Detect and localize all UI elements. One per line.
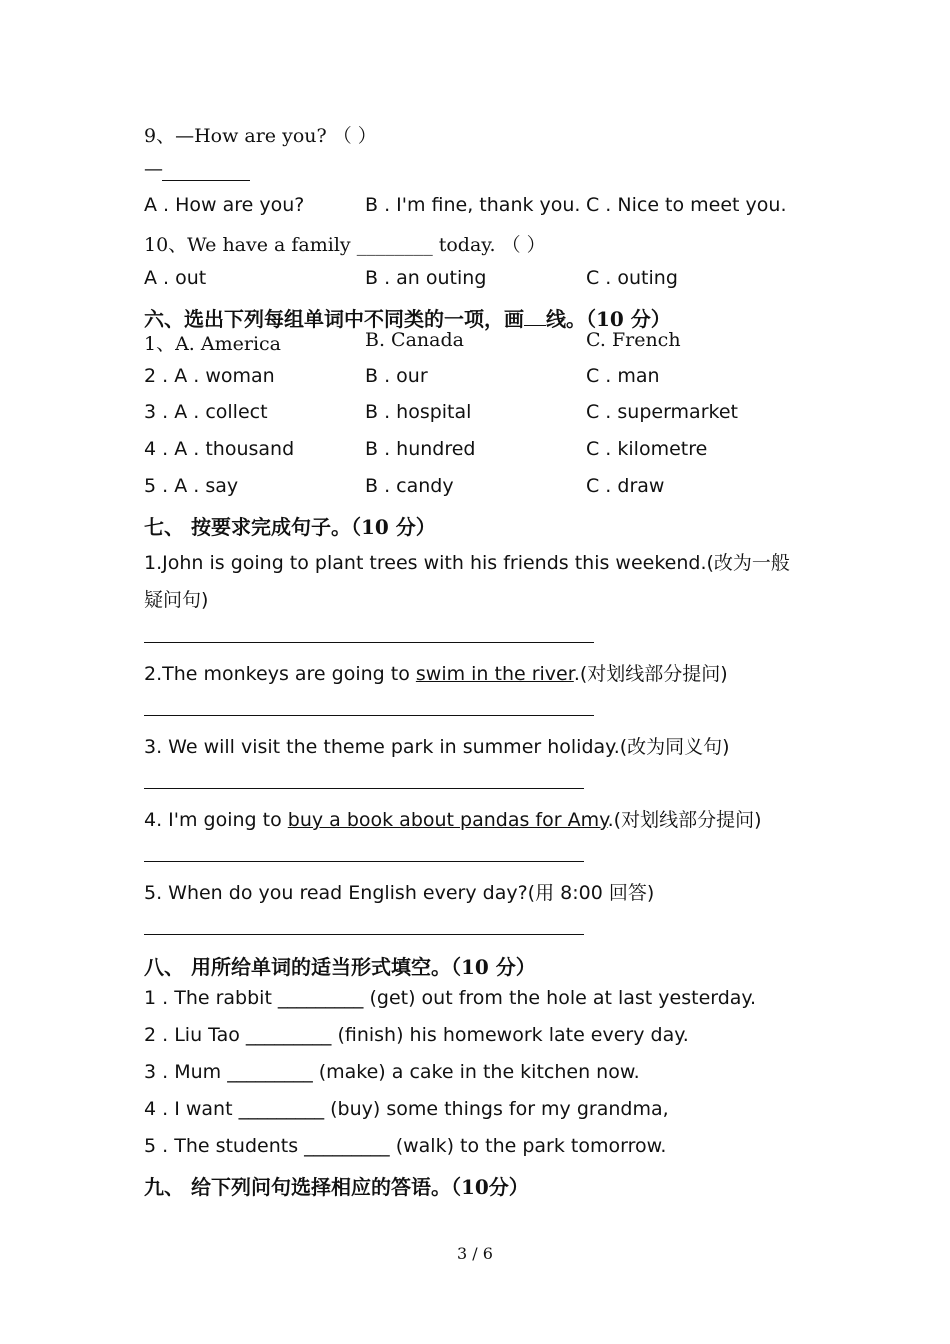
- s7-sentence1-line2: 疑问句): [144, 589, 209, 611]
- q9-stem: 9、—How are you? （ ）: [144, 125, 377, 147]
- s7-sentence1-line1: 1.John is going to plant trees with his friends this weekend.(改为一般: [144, 552, 790, 574]
- s7-answer-line-2: [144, 715, 594, 716]
- q10-option-a: A . out: [144, 267, 207, 289]
- section9-title: 九、 给下列问句选择相应的答语。（10分）: [144, 1175, 529, 1199]
- s6-row3-c: C . supermarket: [586, 401, 738, 423]
- q9-dash: —: [144, 158, 163, 180]
- s7-sentence4: [144, 805, 762, 832]
- s7-sentence4-underlined: buy a book about pandas for Amy: [287, 809, 608, 831]
- s6-row5-c: C . draw: [586, 475, 665, 497]
- s6-row5-a: 5 . A . say: [144, 475, 239, 497]
- s6-row3-a: 3 . A . collect: [144, 401, 268, 423]
- s7-answer-line-5: [144, 934, 584, 935]
- s6-row2-a: 2 . A . woman: [144, 365, 275, 387]
- section7-title: 七、 按要求完成句子。（10 分）: [144, 515, 436, 539]
- s8-item4: 4 . I want _________ (buy) some things for my grandma,: [144, 1098, 669, 1120]
- section6-title-post: 线。（10 分）: [546, 307, 671, 331]
- s6-row4-b: B . hundred: [365, 438, 476, 460]
- s6-row2-c: C . man: [586, 365, 660, 387]
- page-number: 3 / 6: [457, 1244, 493, 1263]
- s8-item1: 1 . The rabbit _________ (get) out from the hole at last yesterday.: [144, 987, 757, 1009]
- s7-answer-line-1: [144, 642, 594, 643]
- section6-title: [144, 303, 671, 332]
- q9-option-c: C . Nice to meet you.: [586, 194, 787, 216]
- s6-row3-b: B . hospital: [365, 401, 472, 423]
- s8-item2: 2 . Liu Tao _________ (finish) his homework late every day.: [144, 1024, 689, 1046]
- s6-row5-b: B . candy: [365, 475, 454, 497]
- s7-answer-line-3: [144, 788, 584, 789]
- s6-row1-a: 1、A. America: [144, 333, 281, 355]
- s7-answer-line-4: [144, 861, 584, 862]
- s7-sentence5: 5. When do you read English every day?(用 8:00 回答): [144, 882, 655, 904]
- s7-sentence4-pre: 4. I'm going to: [144, 809, 288, 831]
- s7-sentence4-post: .(对划线部分提问): [607, 809, 762, 831]
- s7-sentence2-pre: 2.The monkeys are going to: [144, 663, 416, 685]
- q10-option-b: B . an outing: [365, 267, 487, 289]
- section6-title-pre: 六、选出下列每组单词中不同类的一项，画: [144, 307, 524, 331]
- s6-row4-c: C . kilometre: [586, 438, 708, 460]
- s7-sentence2-underlined: swim in the river: [415, 663, 574, 685]
- q9-option-b: B . I'm fine, thank you.: [365, 194, 581, 216]
- section6-title-blank: [524, 309, 546, 326]
- s6-row1-c: C. French: [586, 329, 681, 351]
- q10-stem: 10、We have a family ________ today. （ ）: [144, 234, 546, 256]
- s6-row1-b: B. Canada: [365, 329, 464, 351]
- s6-row2-b: B . our: [365, 365, 428, 387]
- section8-title: 八、 用所给单词的适当形式填空。（10 分）: [144, 955, 536, 979]
- s8-item3: 3 . Mum _________ (make) a cake in the kitchen now.: [144, 1061, 640, 1083]
- s7-sentence3: 3. We will visit the theme park in summer holiday.(改为同义句): [144, 736, 730, 758]
- q9-answer-blank: [162, 180, 250, 181]
- q10-option-c: C . outing: [586, 267, 678, 289]
- s6-row4-a: 4 . A . thousand: [144, 438, 295, 460]
- s7-sentence2-post: .(对划线部分提问): [573, 663, 728, 685]
- q9-option-a: A . How are you?: [144, 194, 305, 216]
- s8-item5: 5 . The students _________ (walk) to the park tomorrow.: [144, 1135, 667, 1157]
- s7-sentence2: [144, 659, 728, 686]
